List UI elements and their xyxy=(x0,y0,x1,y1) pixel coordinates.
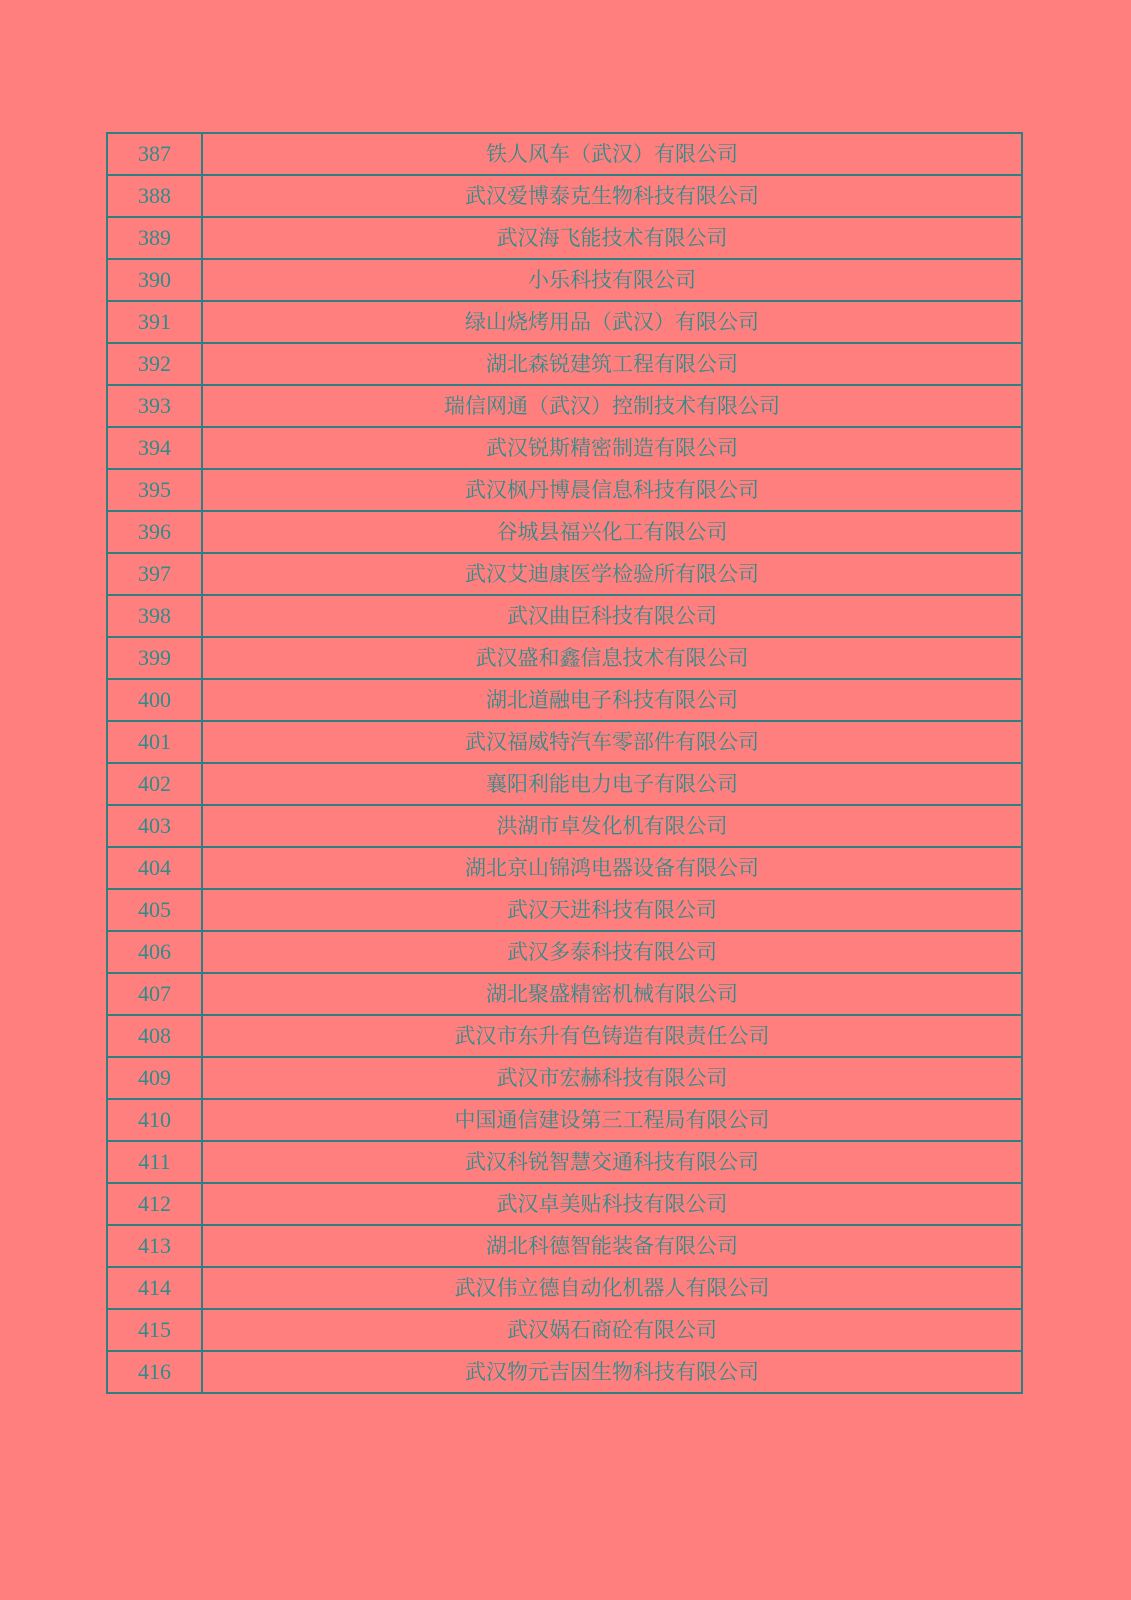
company-name: 小乐科技有限公司 xyxy=(202,259,1022,301)
row-number: 403 xyxy=(107,805,202,847)
row-number: 414 xyxy=(107,1267,202,1309)
company-name: 瑞信网通（武汉）控制技术有限公司 xyxy=(202,385,1022,427)
row-number: 398 xyxy=(107,595,202,637)
row-number: 393 xyxy=(107,385,202,427)
table-row xyxy=(107,1225,1022,1267)
table-row xyxy=(107,1183,1022,1225)
company-name: 武汉艾迪康医学检验所有限公司 xyxy=(202,553,1022,595)
table-row xyxy=(107,1057,1022,1099)
company-name: 武汉市东升有色铸造有限责任公司 xyxy=(202,1015,1022,1057)
row-number: 390 xyxy=(107,259,202,301)
company-name: 绿山烧烤用品（武汉）有限公司 xyxy=(202,301,1022,343)
company-name: 武汉市宏赫科技有限公司 xyxy=(202,1057,1022,1099)
company-name: 武汉爱博泰克生物科技有限公司 xyxy=(202,175,1022,217)
row-number: 406 xyxy=(107,931,202,973)
company-name: 武汉天进科技有限公司 xyxy=(202,889,1022,931)
company-name: 武汉多泰科技有限公司 xyxy=(202,931,1022,973)
table-row xyxy=(107,1141,1022,1183)
row-number: 397 xyxy=(107,553,202,595)
table-row xyxy=(107,427,1022,469)
company-name: 谷城县福兴化工有限公司 xyxy=(202,511,1022,553)
table-row xyxy=(107,637,1022,679)
row-number: 411 xyxy=(107,1141,202,1183)
row-number: 400 xyxy=(107,679,202,721)
table-row xyxy=(107,889,1022,931)
row-number: 401 xyxy=(107,721,202,763)
company-name: 中国通信建设第三工程局有限公司 xyxy=(202,1099,1022,1141)
company-list-table xyxy=(106,132,1023,1394)
company-name: 武汉福威特汽车零部件有限公司 xyxy=(202,721,1022,763)
company-name: 湖北科德智能装备有限公司 xyxy=(202,1225,1022,1267)
company-name: 武汉曲臣科技有限公司 xyxy=(202,595,1022,637)
row-number: 394 xyxy=(107,427,202,469)
table-row xyxy=(107,133,1022,175)
table-row xyxy=(107,1351,1022,1393)
table-row xyxy=(107,805,1022,847)
table-row xyxy=(107,1015,1022,1057)
company-name: 武汉锐斯精密制造有限公司 xyxy=(202,427,1022,469)
company-name: 铁人风车（武汉）有限公司 xyxy=(202,133,1022,175)
table-row xyxy=(107,763,1022,805)
company-name: 武汉卓美贴科技有限公司 xyxy=(202,1183,1022,1225)
row-number: 391 xyxy=(107,301,202,343)
row-number: 410 xyxy=(107,1099,202,1141)
company-name: 武汉海飞能技术有限公司 xyxy=(202,217,1022,259)
company-name: 襄阳利能电力电子有限公司 xyxy=(202,763,1022,805)
row-number: 396 xyxy=(107,511,202,553)
row-number: 387 xyxy=(107,133,202,175)
row-number: 399 xyxy=(107,637,202,679)
row-number: 415 xyxy=(107,1309,202,1351)
row-number: 409 xyxy=(107,1057,202,1099)
table-row xyxy=(107,175,1022,217)
row-number: 408 xyxy=(107,1015,202,1057)
table-row xyxy=(107,973,1022,1015)
company-name: 湖北森锐建筑工程有限公司 xyxy=(202,343,1022,385)
table-row xyxy=(107,847,1022,889)
row-number: 404 xyxy=(107,847,202,889)
table-row xyxy=(107,1267,1022,1309)
row-number: 402 xyxy=(107,763,202,805)
company-name: 湖北聚盛精密机械有限公司 xyxy=(202,973,1022,1015)
row-number: 388 xyxy=(107,175,202,217)
company-name: 武汉伟立德自动化机器人有限公司 xyxy=(202,1267,1022,1309)
company-name: 武汉科锐智慧交通科技有限公司 xyxy=(202,1141,1022,1183)
table-row xyxy=(107,1309,1022,1351)
company-name: 武汉盛和鑫信息技术有限公司 xyxy=(202,637,1022,679)
company-name: 武汉枫丹博晨信息科技有限公司 xyxy=(202,469,1022,511)
company-name: 湖北京山锦鸿电器设备有限公司 xyxy=(202,847,1022,889)
row-number: 389 xyxy=(107,217,202,259)
row-number: 416 xyxy=(107,1351,202,1393)
company-name: 武汉娲石商砼有限公司 xyxy=(202,1309,1022,1351)
table-row xyxy=(107,217,1022,259)
row-number: 405 xyxy=(107,889,202,931)
table-row xyxy=(107,721,1022,763)
table-row xyxy=(107,595,1022,637)
row-number: 412 xyxy=(107,1183,202,1225)
table-row xyxy=(107,931,1022,973)
company-name: 湖北道融电子科技有限公司 xyxy=(202,679,1022,721)
table-row xyxy=(107,1099,1022,1141)
table-row xyxy=(107,301,1022,343)
company-name: 洪湖市卓发化机有限公司 xyxy=(202,805,1022,847)
row-number: 407 xyxy=(107,973,202,1015)
company-name: 武汉物元吉因生物科技有限公司 xyxy=(202,1351,1022,1393)
table-row xyxy=(107,385,1022,427)
table-body xyxy=(107,133,1022,1393)
table-row xyxy=(107,679,1022,721)
row-number: 395 xyxy=(107,469,202,511)
table-row xyxy=(107,343,1022,385)
row-number: 392 xyxy=(107,343,202,385)
table-row xyxy=(107,259,1022,301)
row-number: 413 xyxy=(107,1225,202,1267)
table-row xyxy=(107,469,1022,511)
table-row xyxy=(107,511,1022,553)
table-row xyxy=(107,553,1022,595)
